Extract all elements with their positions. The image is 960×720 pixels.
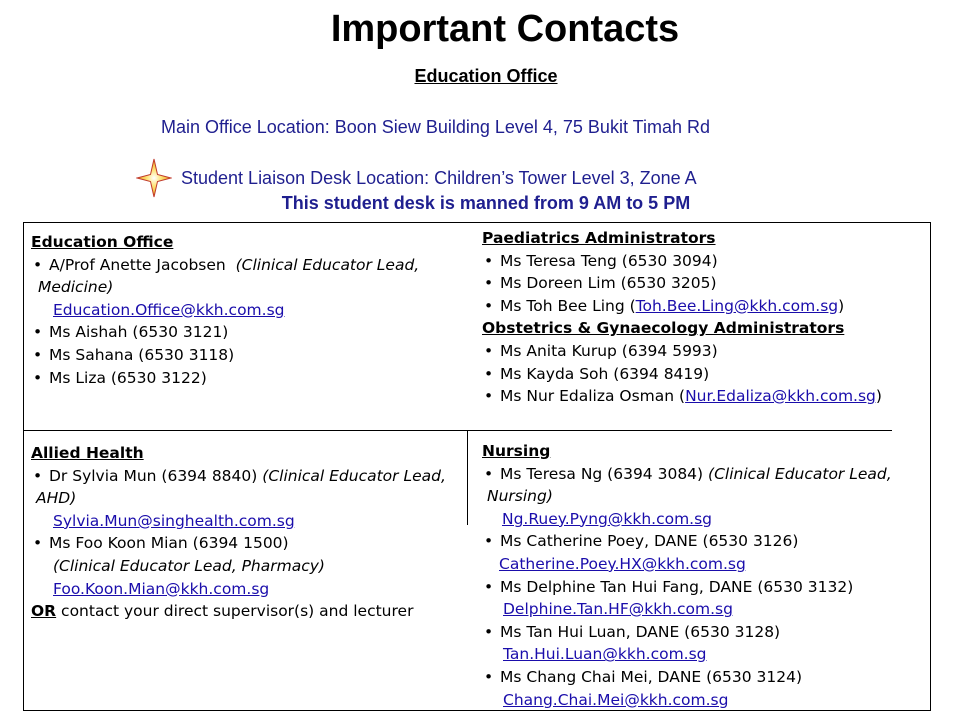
list-item [482,576,927,599]
allied-health-cell [31,442,463,623]
table-border-right [930,222,931,711]
list-item: • Ms Liza (6530 3122) [31,367,461,390]
or-rest: contact your direct supervisor(s) and lecturer [56,602,414,621]
contact-name: Ms Catherine Poey, DANE (6530 3126) [500,532,799,551]
list-item [31,465,463,488]
contact-name: Ms Delphine Tan Hui Fang, DANE (6530 3132) [500,577,854,596]
list-item: • Ms Sahana (6530 3118) [31,344,461,367]
contact-name: Ms Chang Chai Mei, DANE (6530 3124) [500,667,803,686]
catherine-poey-email-link[interactable]: Catherine.Poey.HX@kkh.com.sg [499,554,746,573]
list-item [482,295,927,318]
list-item [31,254,461,277]
or-word: OR [31,602,57,621]
education-office-email-link[interactable]: Education.Office@kkh.com.sg [53,300,285,319]
list-item [482,463,927,486]
table-divider-middle [23,430,892,431]
list-item [482,385,927,408]
administrators-cell [482,227,927,408]
list-item [482,621,927,644]
contact-role: (Clinical Educator Lead, [262,466,446,485]
foo-koon-mian-email-link[interactable]: Foo.Koon.Mian@kkh.com.sg [53,579,270,598]
main-office-location: Main Office Location: Boon Siew Building Level 4, 75 Bukit Timah Rd [161,117,710,137]
education-office-heading: Education Office [31,233,174,251]
list-item: • Ms Anita Kurup (6394 5993) [482,340,927,363]
contact-name: Ms Tan Hui Luan, DANE (6530 3128) [500,622,781,641]
education-office-cell [31,231,461,389]
obgyn-heading: Obstetrics & Gynaecology Administrators [482,319,845,338]
or-note [31,600,463,623]
paediatrics-heading: Paediatrics Administrators [482,229,716,247]
sylvia-mun-email-link[interactable]: Sylvia.Mun@singhealth.com.sg [53,511,295,530]
contact-name: Ms Toh Bee Ling ( [500,296,636,315]
list-item: • Ms Doreen Lim (6530 3205) [482,272,927,295]
contact-name: Ms Teresa Ng (6394 3084) [500,464,704,483]
section-subtitle: Education Office [414,66,558,86]
contact-role: AHD) [36,489,77,508]
four-point-star-icon [136,158,172,198]
delphine-tan-email-link[interactable]: Delphine.Tan.HF@kkh.com.sg [503,600,733,619]
page-title: Important Contacts [330,8,680,50]
chang-chai-mei-email-link[interactable]: Chang.Chai.Mei@kkh.com.sg [503,690,729,709]
contact-role: Nursing) [487,487,553,506]
table-border-left [23,222,24,711]
contact-role: (Clinical Educator Lead, [708,464,892,483]
contact-name: A/Prof Anette Jacobsen [49,255,226,274]
contact-name: Ms Nur Edaliza Osman ( [500,387,686,406]
desk-hours: This student desk is manned from 9 AM to 5 PM [281,193,691,213]
contact-role: Medicine) [38,278,114,297]
list-item: • Ms Aishah (6530 3121) [31,321,461,344]
tan-hui-luan-email-link[interactable]: Tan.Hui.Luan@kkh.com.sg [503,645,707,664]
table-divider-vertical [467,431,468,525]
nur-edaliza-email-link[interactable]: Nur.Edaliza@kkh.com.sg [685,387,876,406]
toh-bee-ling-email-link[interactable]: Toh.Bee.Ling@kkh.com.sg [635,296,839,315]
closing-paren: ) [838,296,845,315]
list-item [482,666,927,689]
contact-role: (Clinical Educator Lead, [235,255,420,274]
list-item [31,532,463,555]
nursing-cell [482,440,927,711]
contact-name: Ms Foo Koon Mian (6394 1500) [49,534,289,553]
allied-health-heading: Allied Health [31,444,144,462]
ng-ruey-pyng-email-link[interactable]: Ng.Ruey.Pyng@kkh.com.sg [502,509,713,528]
contact-role: (Clinical Educator Lead, Pharmacy) [53,556,325,575]
list-item: • Ms Teresa Teng (6530 3094) [482,250,927,273]
contact-name: Dr Sylvia Mun (6394 8840) [49,466,258,485]
list-item: • Ms Kayda Soh (6394 8419) [482,363,927,386]
closing-paren: ) [875,387,882,406]
table-border-top [23,222,931,223]
nursing-heading: Nursing [482,442,551,460]
liaison-desk-location: Student Liaison Desk Location: Children’s Tower Level 3, Zone A [181,168,697,188]
list-item [482,530,927,553]
